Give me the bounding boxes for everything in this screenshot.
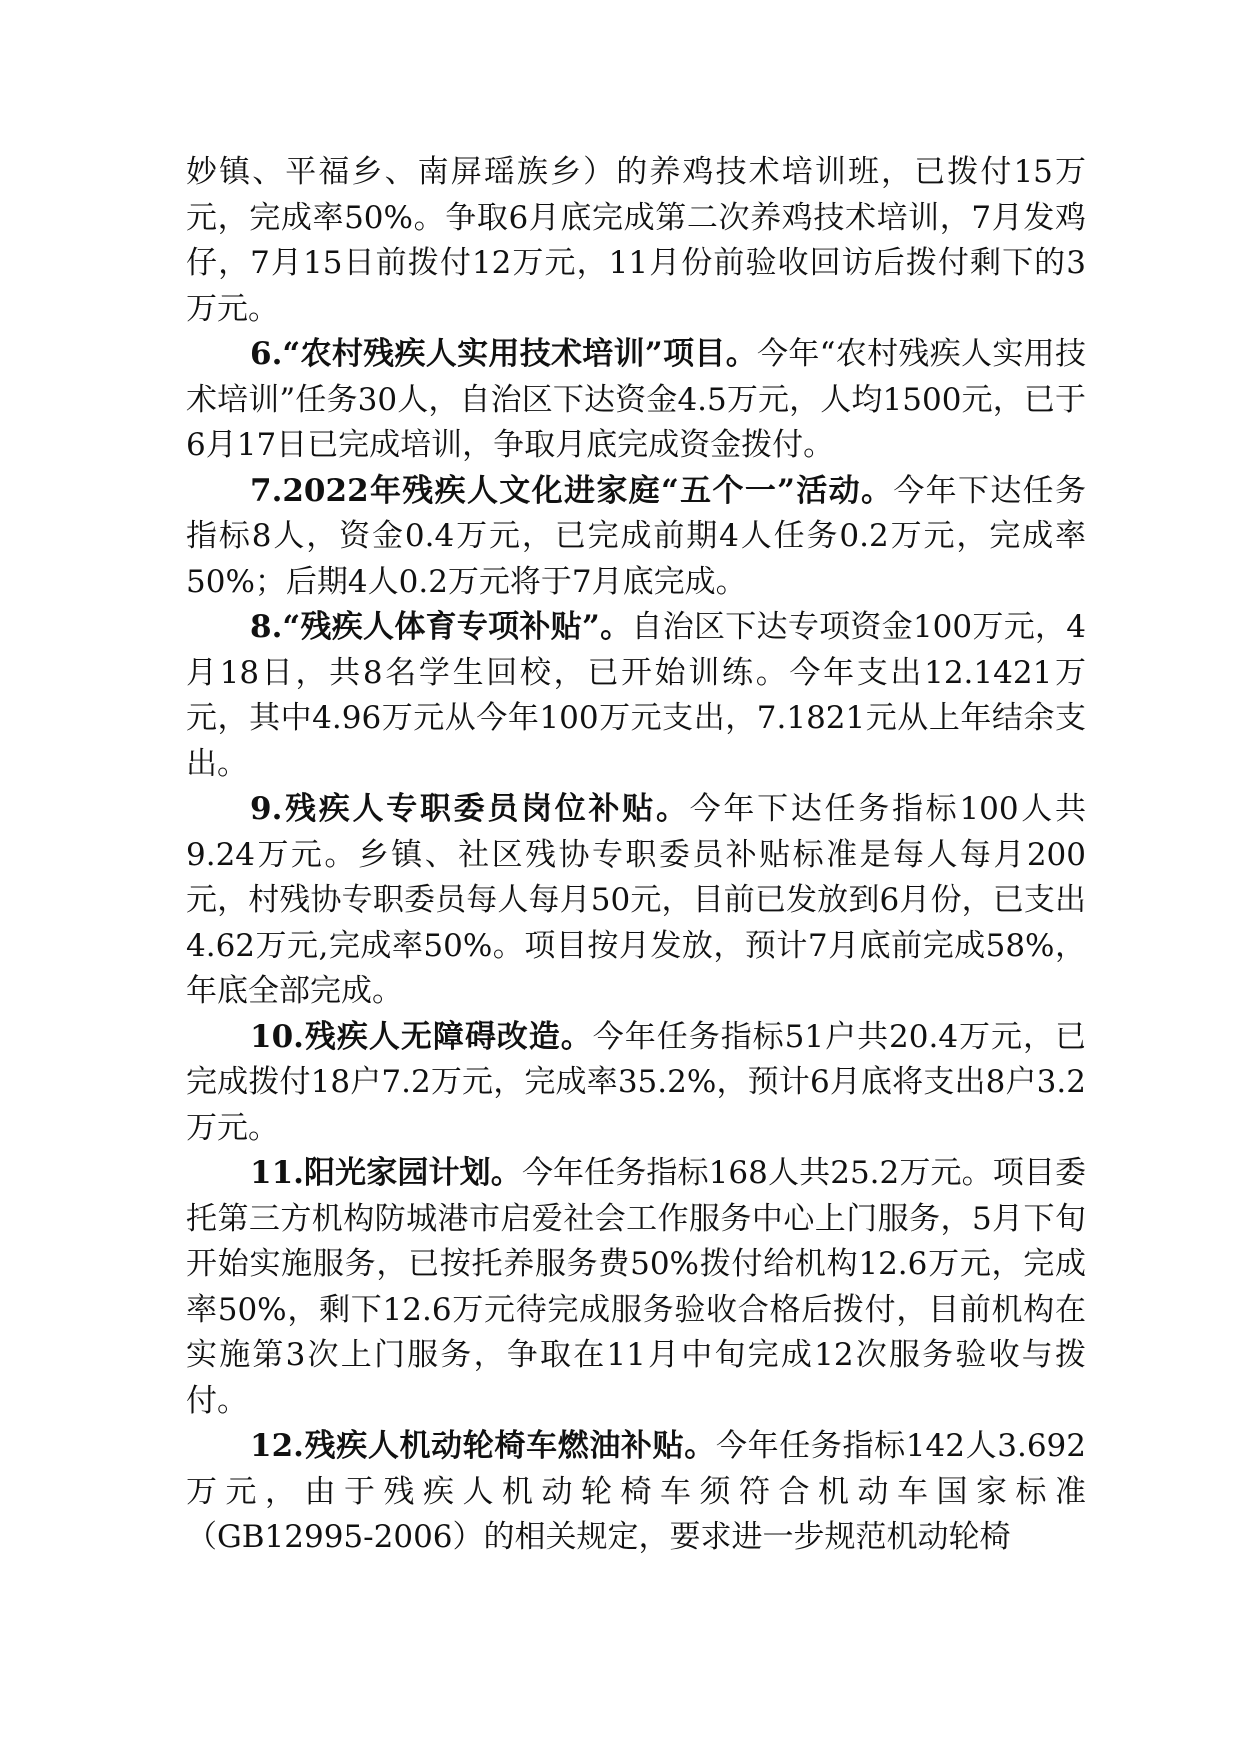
paragraph-item-6 — [186, 332, 1086, 469]
paragraph-heading: 6.“农村残疾人实用技术培训”项目。 — [250, 336, 758, 372]
paragraph-text: 今年“农村残疾人实用技术培训”任务30人，自治区下达资金4.5万元，人均1500元，已于6月17日已完成培训，争取月底完成资金拨付。 — [186, 336, 1086, 463]
paragraph-text: 今年任务指标142人3.692万元，由于残疾人机动轮椅车须符合机动车国家标准（GB12995-2006）的相关规定，要求进一步规范机动轮椅 — [186, 1428, 1086, 1555]
paragraph-item-11 — [186, 1151, 1086, 1424]
paragraph-heading: 9.残疾人专职委员岗位补贴。 — [250, 791, 690, 827]
paragraph-item-8 — [186, 605, 1086, 787]
document-body — [186, 150, 1086, 1561]
paragraph-heading: 12.残疾人机动轮椅车燃油补贴。 — [250, 1428, 716, 1464]
paragraph-item-9 — [186, 787, 1086, 1015]
paragraph-text: 今年下达任务指标100人共9.24万元。乡镇、社区残协专职委员补贴标准是每人每月200元，村残协专职委员每人每月50元，目前已发放到6月份，已支出4.62万元,完成率50%。项目按月发放，预计7月底前完成58%，年底全部完成。 — [186, 791, 1086, 1009]
paragraph-item-12 — [186, 1424, 1086, 1561]
paragraph-item-7 — [186, 469, 1086, 606]
paragraph-heading: 10.残疾人无障碍改造。 — [250, 1018, 593, 1055]
paragraph-heading: 7.2022年残疾人文化进家庭“五个一”活动。 — [250, 472, 894, 509]
paragraph-heading: 11.阳光家园计划。 — [250, 1155, 522, 1191]
paragraph-continuation — [186, 150, 1086, 332]
paragraph-text: 妙镇、平福乡、南屏瑶族乡）的养鸡技术培训班，已拨付15万元，完成率50%。争取6月底完成第二次养鸡技术培训，7月发鸡仔，7月15日前拨付12万元，11月份前验收回访后拨付剩下的3万元。 — [186, 154, 1086, 327]
paragraph-item-10 — [186, 1015, 1086, 1152]
paragraph-text: 今年任务指标51户共20.4万元，已完成拨付18户7.2万元，完成率35.2%，预计6月底将支出8户3.2万元。 — [186, 1018, 1087, 1146]
paragraph-text: 自治区下达专项资金100万元，4月18日，共8名学生回校，已开始训练。今年支出12.1421万元，其中4.96万元从今年100万元支出，7.1821元从上年结余支出。 — [186, 609, 1086, 782]
paragraph-heading: 8.“残疾人体育专项补贴”。 — [250, 609, 632, 645]
paragraph-text: 今年任务指标168人共25.2万元。项目委托第三方机构防城港市启爱社会工作服务中心上门服务，5月下旬开始实施服务，已按托养服务费50%拨付给机构12.6万元，完成率50%，剩下12.6万元待完成服务验收合格后拨付，目前机构在实施第3次上门服务，争取在11月中旬完成12次服务验收与拨付。 — [186, 1155, 1086, 1419]
paragraph-text: 今年下达任务指标8人，资金0.4万元，已完成前期4人任务0.2万元，完成率50%；后期4人0.2万元将于7月底完成。 — [186, 472, 1086, 600]
